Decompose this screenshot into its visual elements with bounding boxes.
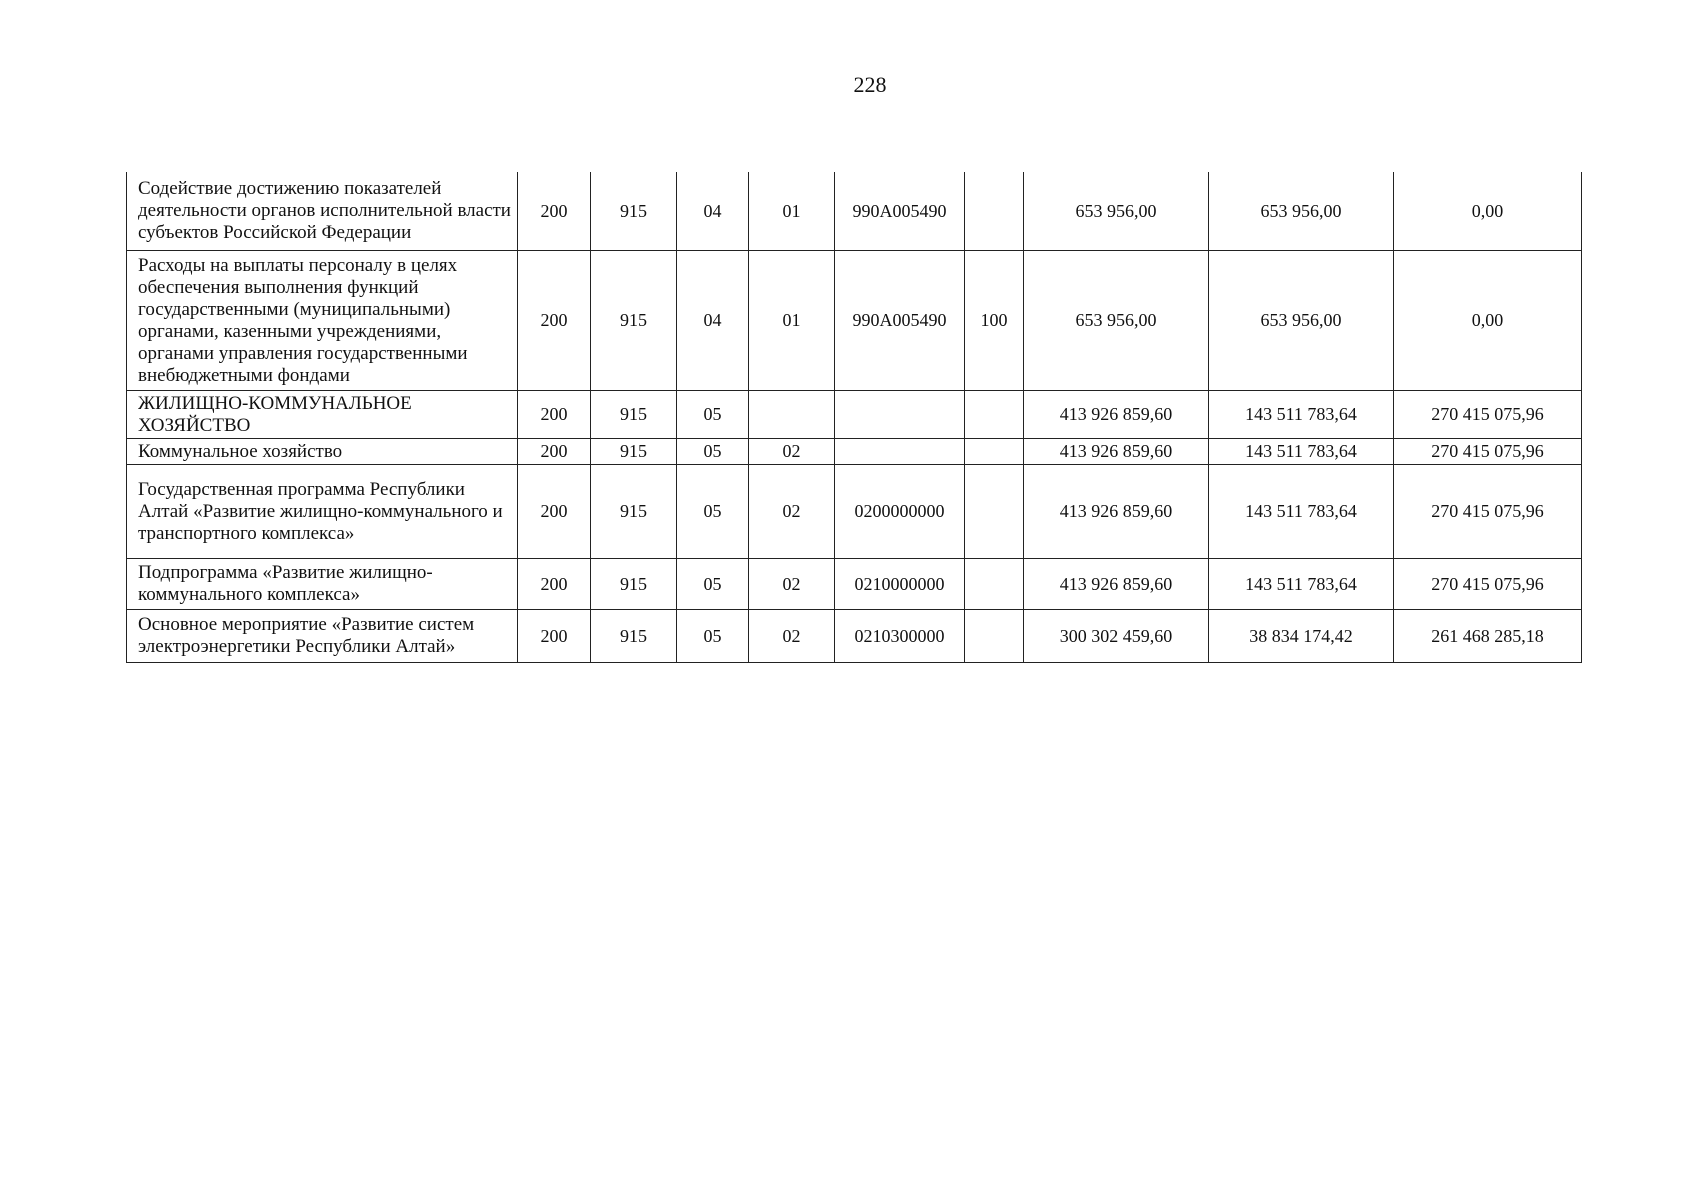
cell-exp-type [965,609,1024,662]
row-name: Содействие достижению показателей деятельности органов исполнительной власти субъектов Российской Федерации [127,172,518,250]
cell-col3: 270 415 075,96 [1394,438,1582,464]
cell-subsection: 02 [749,558,835,609]
cell-col3: 270 415 075,96 [1394,390,1582,438]
cell-ministry: 915 [591,438,677,464]
cell-col2: 143 511 783,64 [1209,438,1394,464]
cell-admin: 200 [518,250,591,390]
table-row [127,438,1582,464]
cell-admin: 200 [518,609,591,662]
cell-subsection: 02 [749,438,835,464]
page-number: 228 [853,72,887,97]
cell-section: 05 [677,464,749,558]
cell-ministry: 915 [591,558,677,609]
cell-subsection: 01 [749,250,835,390]
cell-target: 0210000000 [835,558,965,609]
cell-section: 04 [677,172,749,250]
cell-exp-type [965,558,1024,609]
cell-col2: 38 834 174,42 [1209,609,1394,662]
table-row [127,172,1582,250]
cell-section: 05 [677,609,749,662]
cell-col2: 143 511 783,64 [1209,464,1394,558]
cell-subsection: 02 [749,464,835,558]
cell-exp-type [965,464,1024,558]
cell-total: 653 956,00 [1024,250,1209,390]
cell-ministry: 915 [591,390,677,438]
row-name: Основное мероприятие «Развитие систем электроэнергетики Республики Алтай» [127,609,518,662]
cell-col3: 0,00 [1394,172,1582,250]
cell-target: 990А005490 [835,250,965,390]
cell-col2: 143 511 783,64 [1209,390,1394,438]
cell-col2: 143 511 783,64 [1209,558,1394,609]
row-name: Подпрограмма «Развитие жилищно-коммунального комплекса» [127,558,518,609]
cell-ministry: 915 [591,172,677,250]
cell-target [835,438,965,464]
cell-subsection: 01 [749,172,835,250]
cell-target [835,390,965,438]
cell-col2: 653 956,00 [1209,172,1394,250]
cell-target: 0210300000 [835,609,965,662]
cell-total: 653 956,00 [1024,172,1209,250]
cell-ministry: 915 [591,609,677,662]
table-row [127,250,1582,390]
cell-section: 04 [677,250,749,390]
table-row [127,558,1582,609]
cell-col3: 270 415 075,96 [1394,464,1582,558]
cell-col3: 0,00 [1394,250,1582,390]
cell-exp-type [965,172,1024,250]
cell-ministry: 915 [591,250,677,390]
budget-table [126,172,1582,663]
table-row [127,390,1582,438]
cell-total: 413 926 859,60 [1024,558,1209,609]
cell-subsection: 02 [749,609,835,662]
cell-admin: 200 [518,464,591,558]
cell-section: 05 [677,390,749,438]
cell-target: 990А005490 [835,172,965,250]
row-name: Государственная программа Республики Алтай «Развитие жилищно-коммунального и транспортного комплекса» [127,464,518,558]
row-name: Расходы на выплаты персоналу в целях обеспечения выполнения функций государственными (муниципальными) органами, казенными учреждениями, органами управления государственными внебюджетными фондами [127,250,518,390]
cell-total: 300 302 459,60 [1024,609,1209,662]
cell-admin: 200 [518,558,591,609]
row-name: Коммунальное хозяйство [127,438,518,464]
cell-exp-type [965,438,1024,464]
cell-admin: 200 [518,390,591,438]
cell-section: 05 [677,558,749,609]
cell-col2: 653 956,00 [1209,250,1394,390]
cell-total: 413 926 859,60 [1024,464,1209,558]
cell-col3: 261 468 285,18 [1394,609,1582,662]
cell-subsection [749,390,835,438]
cell-admin: 200 [518,172,591,250]
table-row [127,464,1582,558]
cell-total: 413 926 859,60 [1024,390,1209,438]
cell-ministry: 915 [591,464,677,558]
cell-col3: 270 415 075,96 [1394,558,1582,609]
cell-target: 0200000000 [835,464,965,558]
cell-exp-type: 100 [965,250,1024,390]
cell-admin: 200 [518,438,591,464]
cell-section: 05 [677,438,749,464]
table-row [127,609,1582,662]
row-name: ЖИЛИЩНО-КОММУНАЛЬНОЕ ХОЗЯЙСТВО [127,390,518,438]
cell-total: 413 926 859,60 [1024,438,1209,464]
cell-exp-type [965,390,1024,438]
